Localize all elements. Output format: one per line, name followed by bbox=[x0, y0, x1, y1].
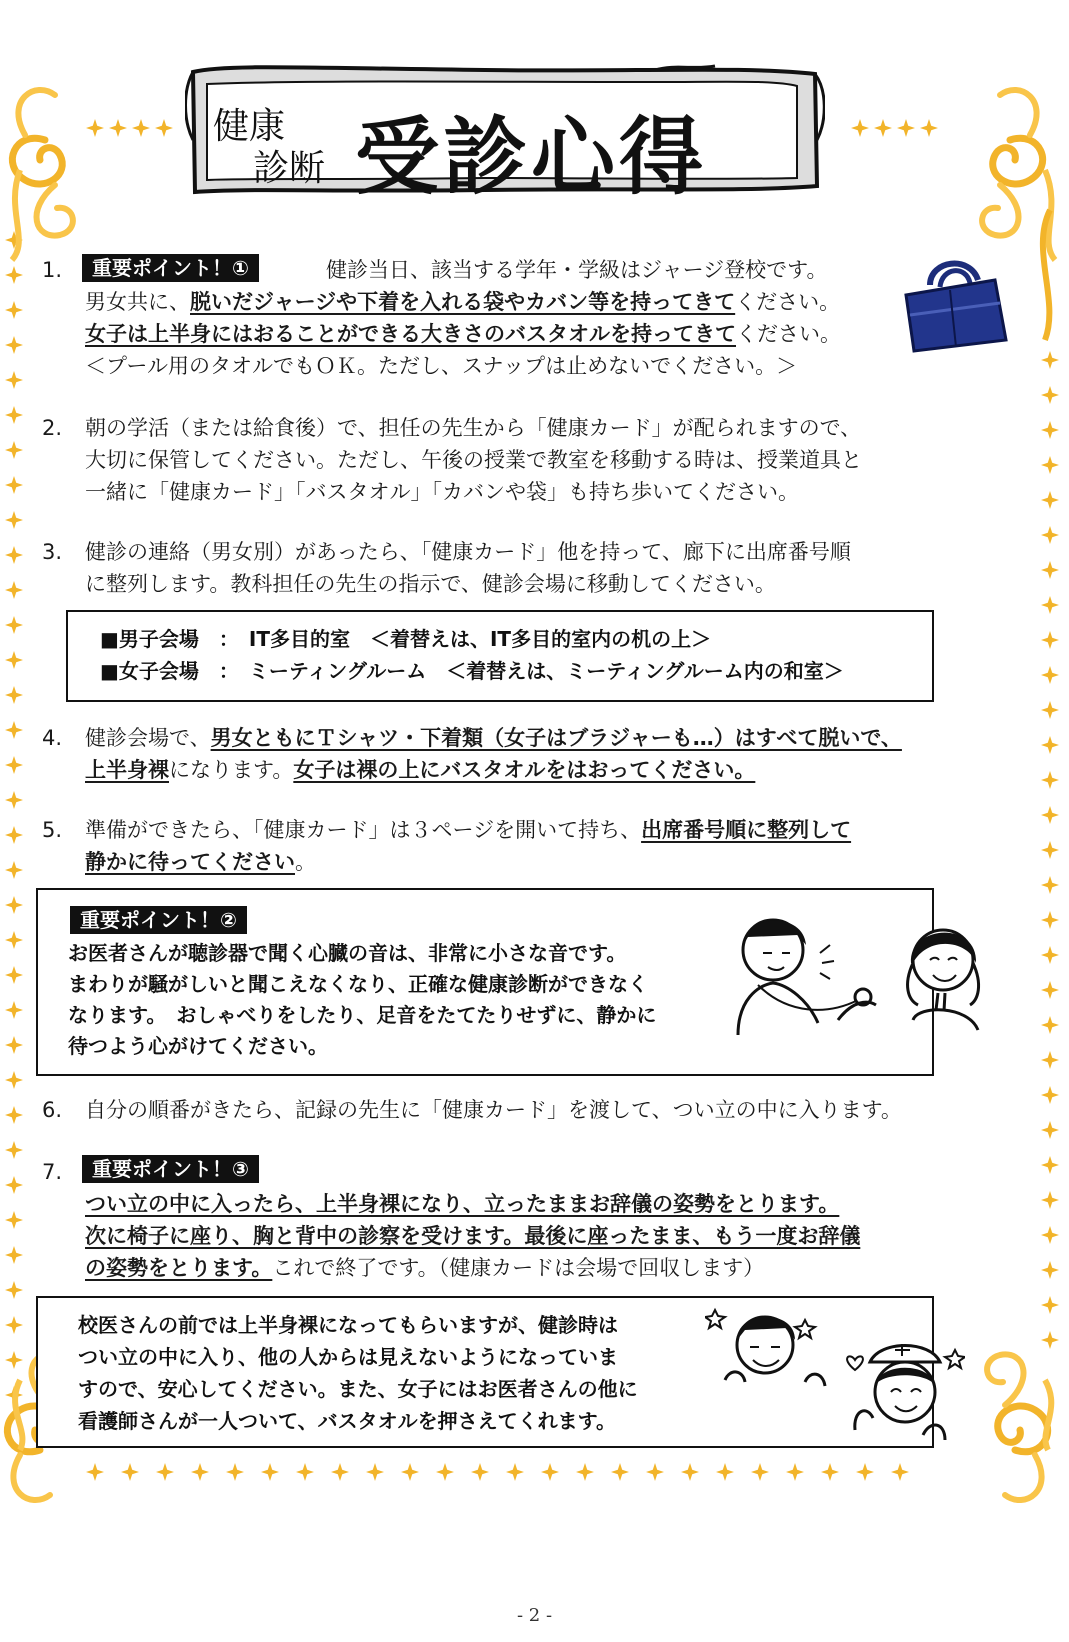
item1-line3-post: ください。 bbox=[736, 322, 841, 346]
item1-line3-underlined: 女子は上半身にはおることができる大きさのバスタオルを持ってきて bbox=[85, 322, 736, 346]
item4-line1 bbox=[85, 724, 902, 752]
bag-icon bbox=[900, 255, 1010, 355]
item7-line1 bbox=[85, 1190, 839, 1218]
venue-girls: ■女子会場 ： ミーティングルーム ＜着替えは、ミーティングルーム内の和室＞ bbox=[100, 659, 844, 683]
item5-line1-underlined: 出席番号順に整列して bbox=[641, 818, 852, 842]
doctor-nurse-illustration bbox=[705, 1300, 965, 1450]
item4-line2-underlined: 上半身裸 bbox=[85, 758, 169, 782]
item1-intro: 健診当日、該当する学年・学級はジャージ登校です。 bbox=[326, 258, 828, 282]
point2-badge: 重要ポイント！② bbox=[70, 906, 247, 934]
item5-line1 bbox=[85, 816, 851, 844]
item1-line2-pre: 男女共に、 bbox=[85, 290, 190, 314]
item4-line2-mid: になります。 bbox=[169, 758, 294, 782]
item4-line1-underlined: 男女ともにＴシャツ・下着類（女子はブラジャーも…）はすべて脱いで、 bbox=[210, 726, 902, 750]
item4-number: 4. bbox=[42, 726, 63, 750]
item7-badge: 重要ポイント！③ bbox=[82, 1155, 259, 1183]
note-line3: すので、安心してください。また、女子にはお医者さんの他に bbox=[78, 1377, 638, 1401]
item1-line2 bbox=[85, 288, 840, 316]
doctor-listening-illustration bbox=[728, 905, 998, 1055]
item4-line2 bbox=[85, 756, 755, 784]
point2-line1: お医者さんが聴診器で聞く心臓の音は、非常に小さな音です。 bbox=[68, 941, 627, 965]
item1-line4: ＜プール用のタオルでもＯＫ。ただし、スナップは止めないでください。＞ bbox=[85, 354, 798, 378]
item7-line3 bbox=[85, 1254, 764, 1282]
item7-line3-post: これで終了です。（健康カードは会場で回収します） bbox=[272, 1256, 765, 1280]
item6-number: 6. bbox=[42, 1098, 63, 1122]
item7-line2-underlined: 次に椅子に座り、胸と背中の診察を受けます。最後に座ったまま、もう一度お辞儀 bbox=[85, 1224, 861, 1248]
item7-line2 bbox=[85, 1222, 860, 1250]
item4-line1-pre: 健診会場で、 bbox=[85, 726, 211, 750]
item4-line2-underlined2: 女子は裸の上にバスタオルをはおってください。 bbox=[293, 758, 756, 782]
item5-line1-pre: 準備ができたら、「健康カード」は３ページを開いて持ち、 bbox=[85, 818, 642, 842]
item7-number: 7. bbox=[42, 1160, 63, 1184]
item2-line3: 一緒に「健康カード」「バスタオル」「カバンや袋」も持ち歩いてください。 bbox=[85, 480, 799, 504]
title-shindan: 診断 bbox=[253, 148, 326, 189]
item5-line2-post: 。 bbox=[295, 850, 316, 874]
item6-line1: 自分の順番がきたら、記録の先生に「健康カード」を渡して、つい立の中に入ります。 bbox=[85, 1098, 902, 1122]
point2-line4: 待つよう心がけてください。 bbox=[68, 1034, 328, 1058]
item1-line2-post: ください。 bbox=[735, 290, 841, 314]
item3-number: 3. bbox=[42, 540, 63, 564]
item7-line3-underlined: の姿勢をとります。 bbox=[85, 1256, 273, 1280]
note-line4: 看護師さんが一人ついて、バスタオルを押さえてくれます。 bbox=[78, 1409, 616, 1433]
item3-line2: に整列します。教科担任の先生の指示で、健診会場に移動してください。 bbox=[85, 572, 776, 596]
item2-line2: 大切に保管してください。ただし、午後の授業で教室を移動する時は、授業道具と bbox=[85, 448, 862, 472]
venue-boys: ■男子会場 ： IT多目的室 ＜着替えは、IT多目的室内の机の上＞ bbox=[100, 627, 712, 651]
item7-line1-underlined: つい立の中に入ったら、上半身裸になり、立ったままお辞儀の姿勢をとります。 bbox=[85, 1192, 840, 1216]
item5-line2-underlined: 静かに待ってください bbox=[85, 850, 295, 874]
item1-number: 1. bbox=[42, 258, 63, 282]
point2-line2: まわりが騒がしいと聞こえなくなり、正確な健康診断ができなく bbox=[68, 972, 648, 996]
page-number: - 2 - bbox=[516, 1605, 553, 1626]
item1-badge: 重要ポイント！① bbox=[82, 254, 259, 282]
item2-line1: 朝の学活（または給食後）で、担任の先生から「健康カード」が配られますので、 bbox=[85, 416, 862, 440]
note-line2: つい立の中に入り、他の人からは見えないようになっていま bbox=[78, 1345, 618, 1369]
note-line1: 校医さんの前では上半身裸になってもらいますが、健診時は bbox=[78, 1313, 618, 1337]
page-title: 受診心得 bbox=[355, 107, 708, 206]
item5-line2 bbox=[85, 848, 316, 876]
item2-number: 2. bbox=[42, 416, 63, 440]
item1-line3 bbox=[85, 320, 841, 348]
item1-line2-underlined: 脱いだジャージや下着を入れる袋やカバン等を持ってきて bbox=[190, 290, 736, 314]
point2-line3: なります。 おしゃべりをしたり、足音をたてたりせずに、静かに bbox=[68, 1003, 657, 1027]
item3-line1: 健診の連絡（男女別）があったら、「健康カード」他を持って、廊下に出席番号順 bbox=[85, 540, 851, 564]
title-kenkou: 健康 bbox=[213, 106, 286, 147]
item5-number: 5. bbox=[42, 818, 63, 842]
